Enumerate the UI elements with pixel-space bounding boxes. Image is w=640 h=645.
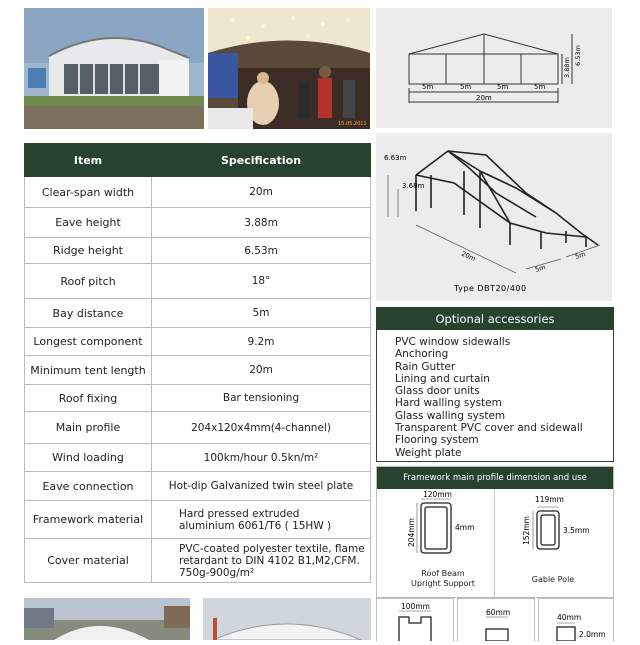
- gable-width: 119mm: [535, 495, 564, 504]
- table-row: [25, 299, 371, 328]
- spec-value: Bar tensioning: [152, 385, 371, 412]
- bottom-profile-thickness-3: 2.0mm: [579, 630, 606, 639]
- list-item: Weight plate: [395, 446, 462, 459]
- elevation-bay-1: 5m: [422, 83, 434, 91]
- iso-eave-height: 3.68m: [402, 182, 425, 190]
- list-item: Glass walling system: [395, 409, 506, 422]
- beam-thickness: 4mm: [455, 523, 475, 532]
- table-row: [25, 177, 371, 208]
- accessories-title: Optional accessories: [377, 308, 613, 330]
- spec-item: Minimum tent length: [25, 356, 152, 385]
- bottom-profile-width-3: 40mm: [557, 613, 582, 622]
- bottom-profile-box-1: [376, 598, 454, 641]
- spec-value: 204x120x4mm(4-channel): [152, 412, 371, 444]
- bottom-profile-width-2: 60mm: [486, 608, 511, 617]
- spec-item: Eave connection: [25, 472, 152, 501]
- iso-ridge-height: 6.63m: [384, 154, 407, 162]
- table-row: [25, 444, 371, 472]
- table-row: [25, 328, 371, 356]
- list-item: Transparent PVC cover and sidewall: [395, 422, 583, 435]
- elevation-diagram: [376, 8, 612, 128]
- iso-bay-1: 5m: [534, 263, 547, 274]
- spec-value: 6.53m: [152, 238, 371, 264]
- spec-item: Roof pitch: [25, 264, 152, 299]
- table-row: [25, 356, 371, 385]
- framework-profile-panel: [376, 466, 614, 598]
- list-item: Glass door units: [395, 385, 480, 398]
- spec-value: 9.2m: [152, 328, 371, 356]
- specification-table: [24, 143, 371, 583]
- bottom-profile-box-2: [457, 598, 535, 641]
- spec-item: Wind loading: [25, 444, 152, 472]
- elevation-ridge-height: 6.53m: [574, 45, 582, 66]
- tent-exterior-photo: [24, 8, 204, 129]
- spec-value: 20m: [152, 356, 371, 385]
- spec-value: 3.88m: [152, 208, 371, 238]
- spec-item: Roof fixing: [25, 385, 152, 412]
- spec-value: [152, 501, 371, 539]
- table-row: [25, 472, 371, 501]
- optional-accessories-panel: [376, 307, 614, 462]
- beam-width: 120mm: [423, 490, 452, 499]
- gable-height: 152mm: [522, 516, 531, 545]
- spec-item: Bay distance: [25, 299, 152, 328]
- gable-thickness: 3.5mm: [563, 526, 590, 535]
- elevation-eave-height: 3.88m: [563, 57, 571, 78]
- list-item: Rain Gutter: [395, 360, 456, 373]
- spec-item: Framework material: [25, 501, 152, 539]
- list-item: Lining and curtain: [395, 372, 490, 385]
- spec-value: 100km/hour 0.5kn/m²: [152, 444, 371, 472]
- iso-bay-2: 5m: [574, 250, 587, 261]
- table-row: [25, 264, 371, 299]
- spec-value-line: aluminium 6061/T6 ( 15HW ): [179, 519, 332, 532]
- spec-header-spec: Specification: [152, 144, 371, 177]
- table-row: [25, 501, 371, 539]
- isometric-frame-diagram: [376, 133, 612, 301]
- iso-type-label: Type DBT20/400: [454, 284, 527, 293]
- table-row: [25, 412, 371, 444]
- beam-label-line: Upright Support: [411, 579, 475, 588]
- iso-length: 20m: [460, 249, 477, 263]
- spec-item: Main profile: [25, 412, 152, 444]
- beam-label-line: Roof Beam: [421, 569, 465, 578]
- elevation-total: 20m: [476, 94, 492, 102]
- bottom-photo-left: [24, 598, 190, 640]
- spec-item: Longest component: [25, 328, 152, 356]
- spec-value-line: Hard pressed extruded: [179, 507, 300, 520]
- list-item: PVC window sidewalls: [395, 336, 511, 348]
- list-item: Anchoring: [395, 348, 449, 361]
- spec-header-item: Item: [25, 144, 152, 177]
- bottom-profile-box-3: [538, 598, 614, 641]
- spec-item: Cover material: [25, 539, 152, 583]
- elevation-bay-3: 5m: [497, 83, 509, 91]
- photo-date: 15.05.2011: [338, 121, 367, 127]
- spec-value: [152, 539, 371, 583]
- table-row: [25, 238, 371, 264]
- tent-interior-photo: [208, 8, 370, 129]
- table-row: [25, 385, 371, 412]
- spec-value-line: 750g-900g/m²: [179, 566, 255, 579]
- table-row: [25, 208, 371, 238]
- beam-label: [397, 569, 489, 589]
- beam-height: 204mm: [407, 518, 416, 547]
- spec-value-line: retardant to DIN 4102 B1,M2,CFM.: [179, 554, 360, 567]
- spec-item: Clear-span width: [25, 177, 152, 208]
- elevation-bay-4: 5m: [534, 83, 546, 91]
- table-row: [25, 539, 371, 583]
- bottom-photo-right: [203, 598, 371, 640]
- bottom-profile-width-1: 100mm: [401, 602, 430, 611]
- spec-value: Hot-dip Galvanized twin steel plate: [152, 472, 371, 501]
- accessories-list: [395, 336, 613, 459]
- spec-value: 18°: [152, 264, 371, 299]
- spec-value: 20m: [152, 177, 371, 208]
- list-item: Flooring system: [395, 434, 479, 447]
- profile-panel-title: Framework main profile dimension and use: [377, 467, 613, 489]
- spec-item: Eave height: [25, 208, 152, 238]
- spec-value: 5m: [152, 299, 371, 328]
- spec-value-line: PVC-coated polyester textile, flame: [179, 542, 365, 555]
- gable-label: Gable Pole: [531, 575, 575, 584]
- list-item: Hard walling system: [395, 397, 502, 410]
- elevation-bay-2: 5m: [460, 83, 472, 91]
- spec-item: Ridge height: [25, 238, 152, 264]
